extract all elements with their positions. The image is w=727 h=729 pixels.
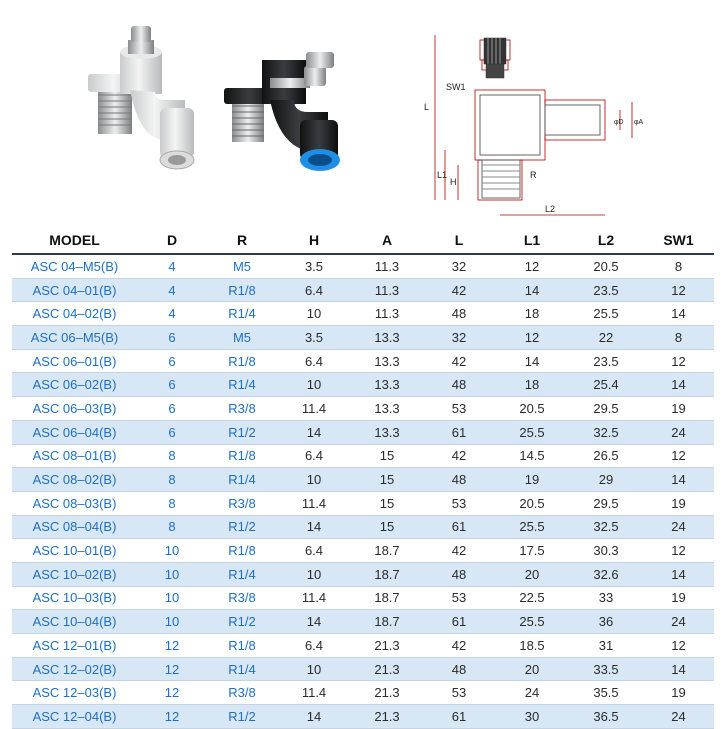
value-cell-l: 61	[423, 610, 495, 634]
table-row	[12, 302, 714, 326]
value-cell-l2: 29	[569, 468, 643, 492]
value-cell-l: 32	[423, 326, 495, 350]
value-cell-sw1: 14	[643, 657, 714, 681]
value-cell-a: 11.3	[351, 278, 423, 302]
model-cell: ASC 10–01(B)	[12, 539, 137, 563]
value-cell-l1: 18.5	[495, 634, 569, 658]
value-cell-h: 6.4	[277, 349, 351, 373]
value-cell-r: R1/8	[207, 634, 277, 658]
value-cell-l: 42	[423, 349, 495, 373]
value-cell-r: R1/8	[207, 444, 277, 468]
model-cell: ASC 04–01(B)	[12, 278, 137, 302]
value-cell-l2: 20.5	[569, 254, 643, 278]
model-cell: ASC 06–01(B)	[12, 349, 137, 373]
value-cell-l2: 23.5	[569, 278, 643, 302]
value-cell-l: 32	[423, 254, 495, 278]
value-cell-a: 15	[351, 515, 423, 539]
value-cell-l: 42	[423, 539, 495, 563]
model-cell: ASC 06–04(B)	[12, 420, 137, 444]
value-cell-h: 6.4	[277, 444, 351, 468]
value-cell-l1: 20	[495, 562, 569, 586]
value-cell-l2: 32.5	[569, 515, 643, 539]
value-cell-r: R1/4	[207, 657, 277, 681]
value-cell-d: 12	[137, 657, 207, 681]
value-cell-d: 4	[137, 302, 207, 326]
value-cell-l: 48	[423, 373, 495, 397]
product-photos	[0, 0, 400, 225]
model-cell: ASC 10–03(B)	[12, 586, 137, 610]
value-cell-l1: 24	[495, 681, 569, 705]
value-cell-h: 11.4	[277, 397, 351, 421]
label-D: φD	[614, 119, 624, 126]
table-row	[12, 657, 714, 681]
table-row	[12, 444, 714, 468]
value-cell-r: R1/4	[207, 562, 277, 586]
model-cell: ASC 08–01(B)	[12, 444, 137, 468]
value-cell-sw1: 12	[643, 634, 714, 658]
column-header-r: R	[207, 226, 277, 254]
value-cell-sw1: 24	[643, 705, 714, 729]
value-cell-a: 21.3	[351, 657, 423, 681]
value-cell-a: 21.3	[351, 681, 423, 705]
value-cell-l1: 25.5	[495, 515, 569, 539]
model-cell: ASC 12–02(B)	[12, 657, 137, 681]
label-A: φA	[634, 119, 644, 126]
model-cell: ASC 06–02(B)	[12, 373, 137, 397]
value-cell-d: 10	[137, 586, 207, 610]
spec-table	[12, 226, 714, 729]
value-cell-a: 13.3	[351, 326, 423, 350]
white-fitting-photo	[88, 26, 194, 169]
value-cell-r: R1/4	[207, 373, 277, 397]
value-cell-l1: 17.5	[495, 539, 569, 563]
table-row	[12, 254, 714, 278]
value-cell-l: 53	[423, 586, 495, 610]
value-cell-a: 13.3	[351, 349, 423, 373]
column-header-model: MODEL	[12, 226, 137, 254]
model-cell: ASC 04–M5(B)	[12, 254, 137, 278]
black-fitting-photo	[224, 52, 340, 171]
table-row	[12, 634, 714, 658]
value-cell-l2: 36	[569, 610, 643, 634]
table-body	[12, 254, 714, 728]
model-cell: ASC 08–03(B)	[12, 491, 137, 515]
column-header-h: H	[277, 226, 351, 254]
table-row	[12, 373, 714, 397]
value-cell-l2: 31	[569, 634, 643, 658]
value-cell-d: 12	[137, 681, 207, 705]
value-cell-h: 14	[277, 705, 351, 729]
value-cell-r: M5	[207, 254, 277, 278]
value-cell-l1: 22.5	[495, 586, 569, 610]
value-cell-r: R1/8	[207, 278, 277, 302]
value-cell-l2: 33.5	[569, 657, 643, 681]
value-cell-l2: 22	[569, 326, 643, 350]
column-header-l1: L1	[495, 226, 569, 254]
value-cell-r: R1/8	[207, 349, 277, 373]
table-row	[12, 610, 714, 634]
table-row	[12, 349, 714, 373]
column-header-sw1: SW1	[643, 226, 714, 254]
label-L: L	[424, 102, 430, 112]
value-cell-l2: 29.5	[569, 397, 643, 421]
value-cell-h: 10	[277, 468, 351, 492]
value-cell-d: 6	[137, 326, 207, 350]
value-cell-a: 21.3	[351, 634, 423, 658]
value-cell-h: 11.4	[277, 491, 351, 515]
value-cell-d: 8	[137, 491, 207, 515]
technical-drawing	[420, 20, 650, 225]
value-cell-l2: 26.5	[569, 444, 643, 468]
column-header-l: L	[423, 226, 495, 254]
column-header-a: A	[351, 226, 423, 254]
value-cell-r: R3/8	[207, 586, 277, 610]
value-cell-a: 11.3	[351, 302, 423, 326]
value-cell-l2: 32.5	[569, 420, 643, 444]
value-cell-r: R1/2	[207, 610, 277, 634]
model-cell: ASC 06–03(B)	[12, 397, 137, 421]
value-cell-r: R3/8	[207, 397, 277, 421]
value-cell-l: 53	[423, 681, 495, 705]
value-cell-r: R3/8	[207, 681, 277, 705]
value-cell-d: 6	[137, 373, 207, 397]
table-row	[12, 326, 714, 350]
value-cell-d: 6	[137, 420, 207, 444]
value-cell-sw1: 12	[643, 539, 714, 563]
table-row	[12, 278, 714, 302]
value-cell-l2: 32.6	[569, 562, 643, 586]
value-cell-sw1: 19	[643, 681, 714, 705]
value-cell-sw1: 19	[643, 491, 714, 515]
value-cell-l: 61	[423, 705, 495, 729]
value-cell-a: 15	[351, 491, 423, 515]
value-cell-h: 10	[277, 373, 351, 397]
table-row	[12, 420, 714, 444]
value-cell-r: R1/4	[207, 302, 277, 326]
value-cell-d: 8	[137, 444, 207, 468]
table-row	[12, 562, 714, 586]
value-cell-a: 18.7	[351, 610, 423, 634]
value-cell-d: 6	[137, 397, 207, 421]
value-cell-sw1: 14	[643, 373, 714, 397]
value-cell-sw1: 24	[643, 420, 714, 444]
table-row	[12, 491, 714, 515]
value-cell-l1: 18	[495, 302, 569, 326]
value-cell-l: 48	[423, 657, 495, 681]
value-cell-sw1: 24	[643, 610, 714, 634]
value-cell-h: 6.4	[277, 634, 351, 658]
column-header-l2: L2	[569, 226, 643, 254]
value-cell-r: R1/2	[207, 420, 277, 444]
value-cell-h: 10	[277, 562, 351, 586]
value-cell-l1: 30	[495, 705, 569, 729]
label-L1: L1	[437, 170, 448, 180]
value-cell-h: 10	[277, 657, 351, 681]
value-cell-sw1: 24	[643, 515, 714, 539]
model-cell: ASC 04–02(B)	[12, 302, 137, 326]
value-cell-l1: 19	[495, 468, 569, 492]
table-row	[12, 681, 714, 705]
value-cell-l2: 36.5	[569, 705, 643, 729]
value-cell-a: 21.3	[351, 705, 423, 729]
value-cell-d: 10	[137, 610, 207, 634]
value-cell-r: M5	[207, 326, 277, 350]
value-cell-r: R3/8	[207, 491, 277, 515]
value-cell-a: 18.7	[351, 539, 423, 563]
model-cell: ASC 10–04(B)	[12, 610, 137, 634]
value-cell-l: 48	[423, 468, 495, 492]
table-row	[12, 397, 714, 421]
value-cell-l2: 23.5	[569, 349, 643, 373]
table-row	[12, 586, 714, 610]
value-cell-sw1: 12	[643, 444, 714, 468]
model-cell: ASC 10–02(B)	[12, 562, 137, 586]
value-cell-d: 4	[137, 254, 207, 278]
value-cell-l: 42	[423, 278, 495, 302]
value-cell-d: 12	[137, 634, 207, 658]
value-cell-l2: 29.5	[569, 491, 643, 515]
value-cell-l1: 14	[495, 349, 569, 373]
value-cell-a: 18.7	[351, 562, 423, 586]
value-cell-h: 11.4	[277, 681, 351, 705]
value-cell-l1: 20.5	[495, 491, 569, 515]
value-cell-h: 14	[277, 610, 351, 634]
value-cell-h: 3.5	[277, 326, 351, 350]
value-cell-sw1: 12	[643, 349, 714, 373]
label-SW1: SW1	[446, 82, 466, 92]
header-row	[12, 226, 714, 254]
value-cell-l2: 35.5	[569, 681, 643, 705]
table-row	[12, 468, 714, 492]
value-cell-h: 6.4	[277, 278, 351, 302]
value-cell-r: R1/4	[207, 468, 277, 492]
value-cell-h: 10	[277, 302, 351, 326]
value-cell-l1: 12	[495, 254, 569, 278]
value-cell-a: 15	[351, 444, 423, 468]
value-cell-l1: 20.5	[495, 397, 569, 421]
table-row	[12, 539, 714, 563]
value-cell-d: 12	[137, 705, 207, 729]
value-cell-sw1: 14	[643, 562, 714, 586]
value-cell-l: 53	[423, 397, 495, 421]
value-cell-d: 10	[137, 562, 207, 586]
value-cell-l2: 33	[569, 586, 643, 610]
value-cell-d: 6	[137, 349, 207, 373]
label-R: R	[530, 170, 537, 180]
value-cell-h: 6.4	[277, 539, 351, 563]
value-cell-d: 4	[137, 278, 207, 302]
table-row	[12, 515, 714, 539]
value-cell-l1: 25.5	[495, 420, 569, 444]
value-cell-a: 11.3	[351, 254, 423, 278]
value-cell-l: 48	[423, 562, 495, 586]
model-cell: ASC 12–04(B)	[12, 705, 137, 729]
value-cell-sw1: 8	[643, 326, 714, 350]
value-cell-l1: 25.5	[495, 610, 569, 634]
model-cell: ASC 12–03(B)	[12, 681, 137, 705]
value-cell-l1: 14.5	[495, 444, 569, 468]
value-cell-a: 13.3	[351, 420, 423, 444]
value-cell-a: 13.3	[351, 373, 423, 397]
column-header-d: D	[137, 226, 207, 254]
value-cell-l2: 25.5	[569, 302, 643, 326]
table-row	[12, 705, 714, 729]
value-cell-a: 15	[351, 468, 423, 492]
value-cell-l1: 18	[495, 373, 569, 397]
value-cell-r: R1/8	[207, 539, 277, 563]
value-cell-sw1: 19	[643, 397, 714, 421]
value-cell-l: 42	[423, 634, 495, 658]
value-cell-l2: 30.3	[569, 539, 643, 563]
value-cell-l: 42	[423, 444, 495, 468]
value-cell-h: 3.5	[277, 254, 351, 278]
value-cell-sw1: 14	[643, 468, 714, 492]
value-cell-l1: 14	[495, 278, 569, 302]
value-cell-r: R1/2	[207, 705, 277, 729]
value-cell-h: 14	[277, 420, 351, 444]
label-H: H	[450, 177, 457, 187]
value-cell-h: 11.4	[277, 586, 351, 610]
value-cell-l: 48	[423, 302, 495, 326]
model-cell: ASC 12–01(B)	[12, 634, 137, 658]
value-cell-h: 14	[277, 515, 351, 539]
label-L2: L2	[545, 204, 556, 214]
value-cell-sw1: 8	[643, 254, 714, 278]
value-cell-sw1: 19	[643, 586, 714, 610]
value-cell-a: 18.7	[351, 586, 423, 610]
value-cell-l: 53	[423, 491, 495, 515]
model-cell: ASC 06–M5(B)	[12, 326, 137, 350]
value-cell-a: 13.3	[351, 397, 423, 421]
value-cell-l2: 25.4	[569, 373, 643, 397]
value-cell-l1: 20	[495, 657, 569, 681]
model-cell: ASC 08–04(B)	[12, 515, 137, 539]
model-cell: ASC 08–02(B)	[12, 468, 137, 492]
value-cell-d: 10	[137, 539, 207, 563]
value-cell-l: 61	[423, 515, 495, 539]
value-cell-d: 8	[137, 515, 207, 539]
value-cell-d: 8	[137, 468, 207, 492]
value-cell-r: R1/2	[207, 515, 277, 539]
value-cell-l: 61	[423, 420, 495, 444]
value-cell-sw1: 12	[643, 278, 714, 302]
value-cell-l1: 12	[495, 326, 569, 350]
value-cell-sw1: 14	[643, 302, 714, 326]
